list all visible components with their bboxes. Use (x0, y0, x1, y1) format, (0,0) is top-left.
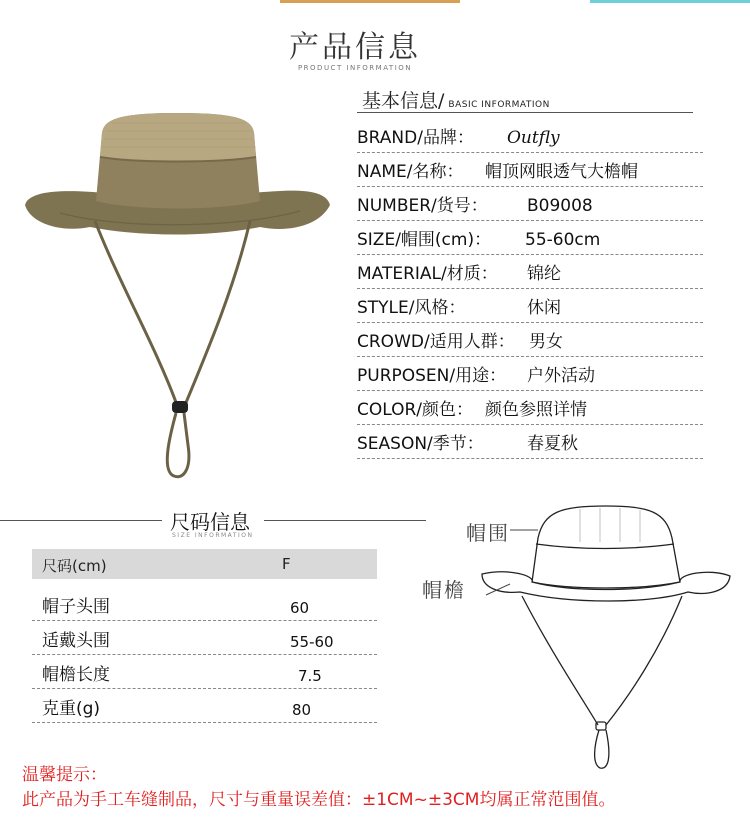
basic-info-heading-cn: 基本信息 (362, 90, 439, 112)
size-table-col-size: 尺码(cm) (42, 557, 107, 575)
size-row-value: 55-60 (290, 633, 334, 651)
info-row-brand (357, 118, 703, 153)
size-row-label: 帽檐长度 (42, 665, 110, 685)
info-value: 颜色参照详情 (485, 400, 587, 420)
size-row-label: 帽子头围 (42, 597, 110, 617)
info-value: 帽顶网眼透气大檐帽 (485, 162, 638, 182)
size-info-heading: 尺码信息 (170, 510, 250, 534)
info-row-style (357, 288, 703, 323)
size-row-value: 60 (290, 599, 310, 617)
info-row-purpose (357, 356, 703, 391)
size-info-heading-en: SIZE INFORMATION (172, 532, 254, 539)
info-row-season (357, 424, 703, 459)
callout-circumference: 帽围 (466, 521, 510, 545)
basic-info-divider (357, 112, 693, 113)
info-value: B09008 (527, 196, 593, 216)
info-label: CROWD/适用人群： (357, 332, 515, 352)
info-row-material (357, 254, 703, 289)
size-heading-rule-right (264, 520, 426, 521)
info-row-name (357, 152, 703, 187)
top-accent-strip-right (590, 0, 750, 3)
info-row-size (357, 220, 703, 255)
table-row (32, 660, 377, 689)
info-value: 春夏秋 (527, 434, 578, 454)
info-row-crowd (357, 322, 703, 357)
info-label: NUMBER/货号： (357, 196, 488, 216)
size-row-value: 7.5 (298, 667, 322, 685)
page-title: 产品信息 (289, 30, 421, 65)
info-value: 休闲 (527, 298, 561, 318)
size-row-label: 克重(g) (42, 699, 101, 719)
size-row-value: 80 (292, 701, 312, 719)
size-table-col-f: F (282, 555, 291, 573)
callout-brim: 帽檐 (422, 578, 466, 602)
table-row (32, 626, 377, 655)
size-row-label: 适戴头围 (42, 631, 110, 651)
info-row-number (357, 186, 703, 221)
info-label: COLOR/颜色： (357, 400, 474, 420)
info-value: 户外活动 (527, 366, 595, 386)
info-label: BRAND/品牌： (357, 128, 474, 148)
info-label: SIZE/帽围(cm)： (357, 230, 492, 250)
info-label: MATERIAL/材质： (357, 264, 498, 284)
notice-title: 温馨提示： (22, 765, 107, 785)
table-row (32, 694, 377, 723)
page-subtitle: PRODUCT INFORMATION (297, 64, 413, 72)
info-label: SEASON/季节： (357, 434, 484, 454)
info-value: 男女 (529, 332, 563, 352)
hat-line-diagram (410, 500, 740, 775)
info-row-color (357, 390, 703, 425)
notice-text: 此产品为手工车缝制品，尺寸与重量误差值：±1CM~±3CM均属正常范围值。 (22, 790, 616, 810)
info-label: PURPOSEN/用途： (357, 366, 507, 386)
basic-info-heading: 基本信息/ BASIC INFORMATION (362, 90, 550, 112)
size-heading-rule-left (0, 520, 162, 521)
top-accent-strip (280, 0, 460, 3)
info-value: 锦纶 (527, 264, 561, 284)
info-label: NAME/名称： (357, 162, 464, 182)
brand-logo: Outfly (507, 128, 560, 148)
table-row (32, 592, 377, 621)
info-value: 55-60cm (525, 230, 601, 250)
basic-info-heading-en: BASIC INFORMATION (448, 100, 550, 110)
size-table-header (32, 549, 377, 579)
info-label: STYLE/风格： (357, 298, 466, 318)
hat-photo (20, 105, 335, 485)
